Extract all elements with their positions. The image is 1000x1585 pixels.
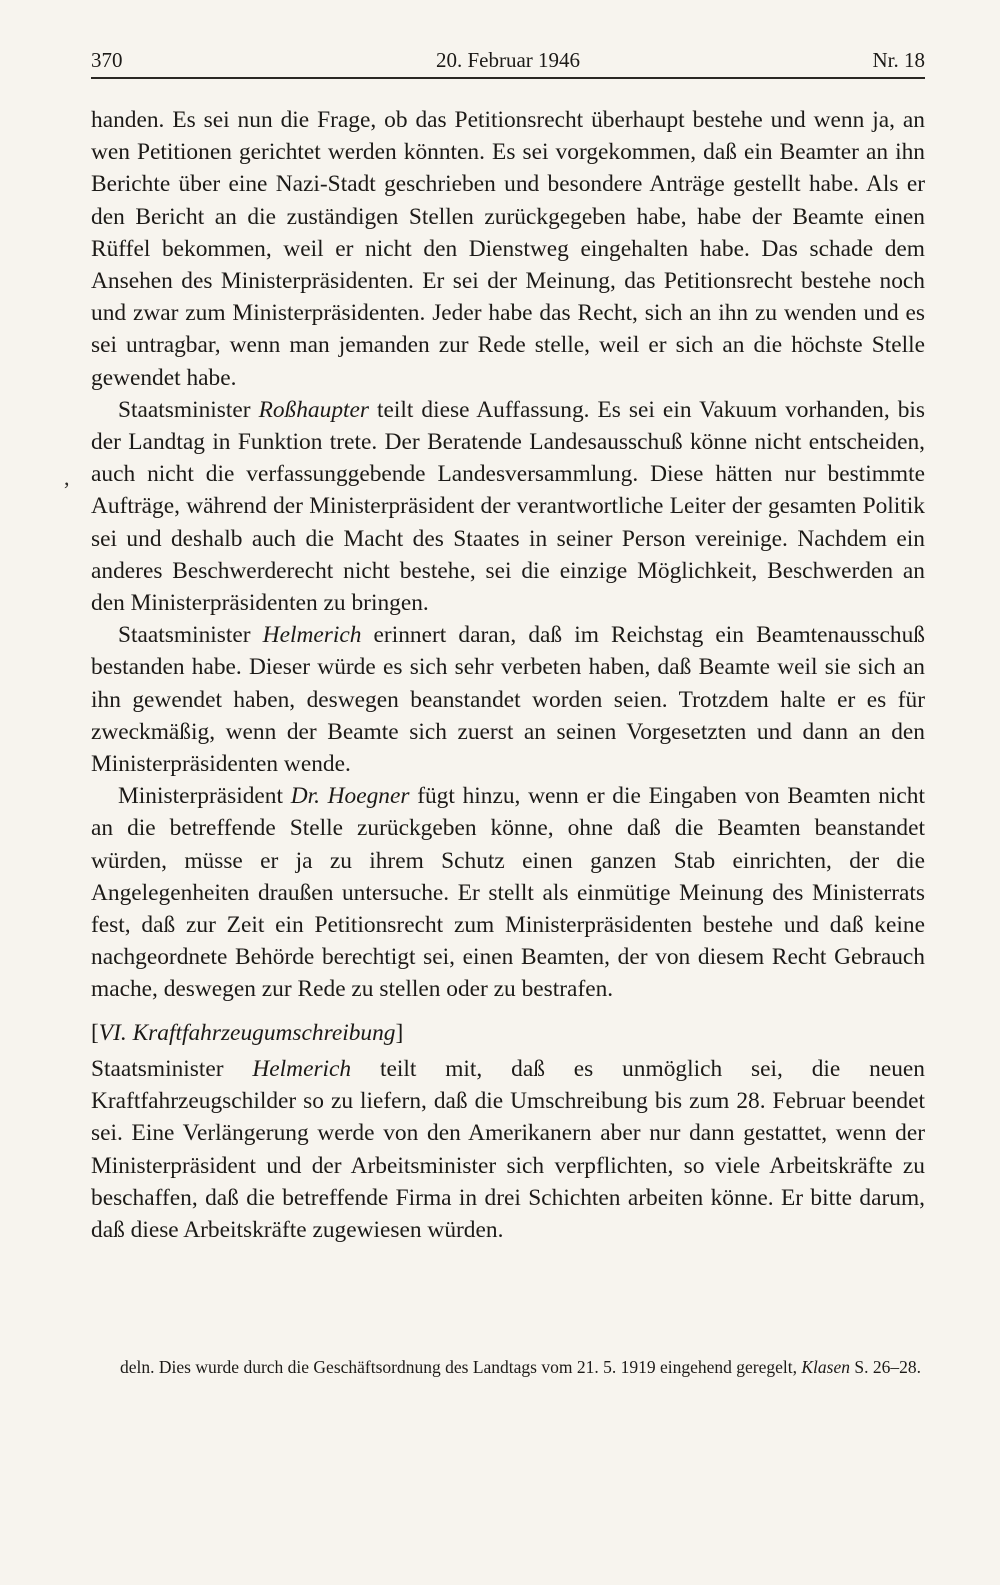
speaker-name: Helmerich <box>252 1055 352 1082</box>
footnote-text: deln. Dies wurde durch die Geschäftsordnung des Landtags vom 21. 5. 1919 eingehend geregelt, <box>120 1357 802 1377</box>
paragraph-4-text: fügt hinzu, wenn er die Eingaben von Beamten nicht an die betreffende Stelle zurückgeben könne, ohne daß die Beamten beanstandet würden, müsse er ja zu ihrem Schutz einen ganzen Stab einrichten, der die Angelegenheiten draußen untersuche. Er stellt als einmütige Meinung des Ministerrats fest, daß zur Zeit ein Petitionsrecht zum Ministerpräsidenten bestehe und daß keine nachgeordnete Behörde berechtigt sei, einen Beamten, der von diesem Recht Gebrauch mache, deswegen zur Rede zu stellen oder zu bestrafen. <box>91 783 925 1003</box>
footnote-reference: Klasen <box>801 1357 850 1377</box>
speaker-title: Ministerpräsident <box>118 783 291 810</box>
header-date: 20. Februar 1946 <box>435 48 581 72</box>
section-bracket-open: [ <box>91 1019 99 1046</box>
speaker-title: Staatsminister <box>91 1055 253 1082</box>
speaker-name: Helmerich <box>262 622 362 649</box>
footnote <box>120 1355 925 1380</box>
section-title: VI. Kraftfahrzeugumschreibung <box>98 1019 396 1046</box>
footnote-pages: S. 26–28. <box>849 1357 921 1377</box>
paragraph-1: handen. Es sei nun die Frage, ob das Petitionsrecht überhaupt bestehe und wenn ja, an wen Petitionen gerichtet werden könnten. Es sei vorgekommen, daß ein Beamter an ihn Berichte über eine Nazi-Stadt geschrieben und besondere Anträge gestellt habe. Als er den Bericht an die zuständigen Stellen zurückgegeben habe, habe der Beamte einen Rüffel bekommen, weil er nicht den Dienstweg eingehalten habe. Das schade dem Ansehen des Ministerpräsidenten. Er sei der Meinung, das Petitionsrecht bestehe noch und zwar zum Ministerpräsidenten. Jeder habe das Recht, sich an ihn zu wenden und es sei untragbar, wenn man jemanden zur Rede stelle, weil er sich an die höchste Stelle gewendet habe. <box>91 107 925 391</box>
speaker-title: Staatsminister <box>118 622 263 649</box>
speaker-name: Roßhaupter <box>258 396 370 423</box>
header-rule <box>91 77 925 79</box>
main-text <box>91 104 925 1246</box>
section-paragraph <box>91 1053 925 1246</box>
paragraph-2 <box>91 394 925 619</box>
margin-mark: , <box>64 465 70 490</box>
section-heading <box>91 1017 925 1049</box>
speaker-name: Dr. Hoegner <box>290 783 410 810</box>
page-number: 370 <box>91 48 123 72</box>
section-paragraph-text: teilt mit, daß es unmöglich sei, die neuen Kraftfahrzeugschilder so zu liefern, daß die Umschreibung bis zum 28. Februar beendet sei. Eine Verlängerung werde von den Amerikanern aber nur dann gestattet, wenn der Ministerpräsident und der Arbeitsminister sich verpflichten, so viele Arbeitskräfte zu beschaffen, daß die betreffende Firma in drei Schichten arbeiten könne. Er bitte darum, daß diese Arbeitskräfte zugewiesen würden. <box>91 1055 925 1243</box>
paragraph-3-text: erinnert daran, daß im Reichstag ein Beamtenausschuß bestanden habe. Dieser würde es sich sehr verbeten haben, daß Beamte weil sie sich an ihn gewendet haben, deswegen beanstandet worden seien. Trotzdem halte er es für zweckmäßig, wenn der Beamte sich zuerst an seinen Vorgesetzten und dann an den Ministerpräsidenten wende. <box>91 622 925 778</box>
paragraph-3 <box>91 619 925 780</box>
paragraph-4 <box>91 780 925 1005</box>
document-number: Nr. 18 <box>872 48 925 72</box>
page-header <box>91 44 925 78</box>
paragraph-2-text: teilt diese Auffassung. Es sei ein Vakuum vorhanden, bis der Landtag in Funktion trete. Der Beratende Landesausschuß könne nicht entscheiden, auch nicht die verfassunggebende Landesversammlung. Diese hätten nur bestimmte Aufträge, während der Ministerpräsident der verantwortliche Leiter der gesamten Politik sei und deshalb auch die Macht des Staates in seiner Person vereinige. Nachdem ein anderes Beschwerderecht nicht bestehe, sei die einzige Möglichkeit, Beschwerden an den Ministerpräsidenten zu bringen. <box>91 396 925 617</box>
section-bracket-close: ] <box>395 1019 404 1046</box>
speaker-title: Staatsminister <box>118 396 259 423</box>
